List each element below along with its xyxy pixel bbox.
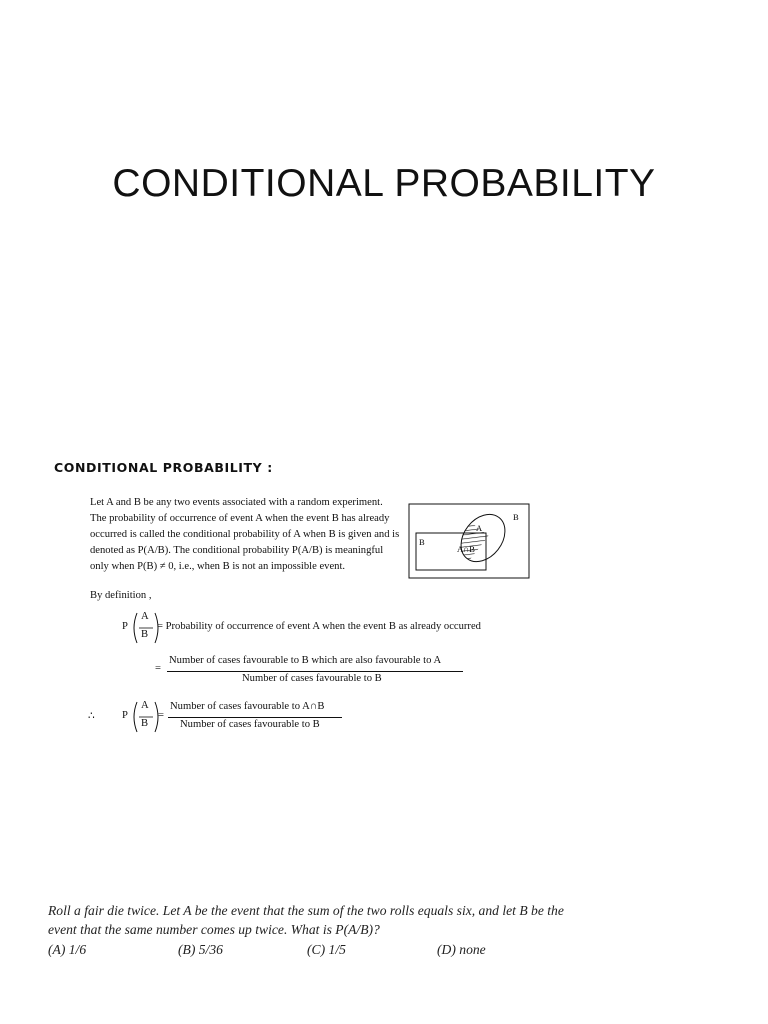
problem-option-b: (B) 5/36 bbox=[178, 942, 223, 957]
definition-line-2: The probability of occurrence of event A when the event B has already bbox=[90, 513, 390, 524]
page-title: CONDITIONAL PROBABILITY bbox=[112, 162, 656, 205]
venn-diagram bbox=[408, 503, 530, 579]
problem-line-1: Roll a fair die twice. Let A be the event that the sum of the two rolls equals six, and let B be the bbox=[48, 903, 564, 918]
definition-line-4: denoted as P(A/B). The conditional probability P(A/B) is meaningful bbox=[90, 545, 384, 556]
formula3-fraction-bar bbox=[168, 717, 342, 718]
formula3-fraction-denominator: Number of cases favourable to B bbox=[180, 719, 320, 730]
formula-cases bbox=[155, 655, 465, 689]
definition-line-5: only when P(B) ≠ 0, i.e., when B is not an impossible event. bbox=[90, 561, 346, 572]
formula3-numerator: A bbox=[141, 700, 149, 711]
definition-line-1: Let A and B be any two events associated with a random experiment. bbox=[90, 497, 383, 508]
definition-line-3: occurred is called the conditional probability of A when B is given and is bbox=[90, 529, 400, 540]
formula2-equals: = bbox=[155, 663, 161, 674]
venn-label-rect: B bbox=[419, 537, 425, 547]
venn-label-ellipse: A bbox=[476, 523, 483, 533]
formula3-fraction-numerator: Number of cases favourable to A∩B bbox=[170, 701, 325, 712]
venn-label-outer: B bbox=[513, 512, 519, 522]
by-definition: By definition , bbox=[90, 590, 152, 601]
formula3-therefore: ∴ bbox=[88, 711, 95, 722]
formula1-rhs: = Probability of occurrence of event A when the event B as already occurred bbox=[157, 621, 481, 632]
problem-line-2: event that the same number comes up twice. What is P(A/B)? bbox=[48, 922, 380, 937]
formula2-fraction-bar bbox=[167, 671, 463, 672]
formula2-denominator: Number of cases favourable to B bbox=[242, 673, 382, 684]
formula-definition bbox=[120, 610, 500, 644]
section-heading: CONDITIONAL PROBABILITY : bbox=[54, 460, 273, 475]
formula3-p: P bbox=[122, 710, 128, 721]
problem-option-a: (A) 1/6 bbox=[48, 942, 87, 957]
formula3-equals: = bbox=[158, 710, 164, 721]
venn-label-intersection: A∩B bbox=[457, 544, 475, 554]
formula1-p: P bbox=[122, 621, 128, 632]
formula2-numerator: Number of cases favourable to B which are also favourable to A bbox=[169, 655, 442, 666]
problem-option-c: (C) 1/5 bbox=[307, 942, 346, 957]
formula1-numerator: A bbox=[141, 611, 149, 622]
problem-option-d: (D) none bbox=[437, 942, 486, 957]
formula-therefore bbox=[88, 698, 368, 734]
formula3-denominator: B bbox=[141, 718, 149, 729]
formula1-denominator: B bbox=[141, 629, 149, 640]
